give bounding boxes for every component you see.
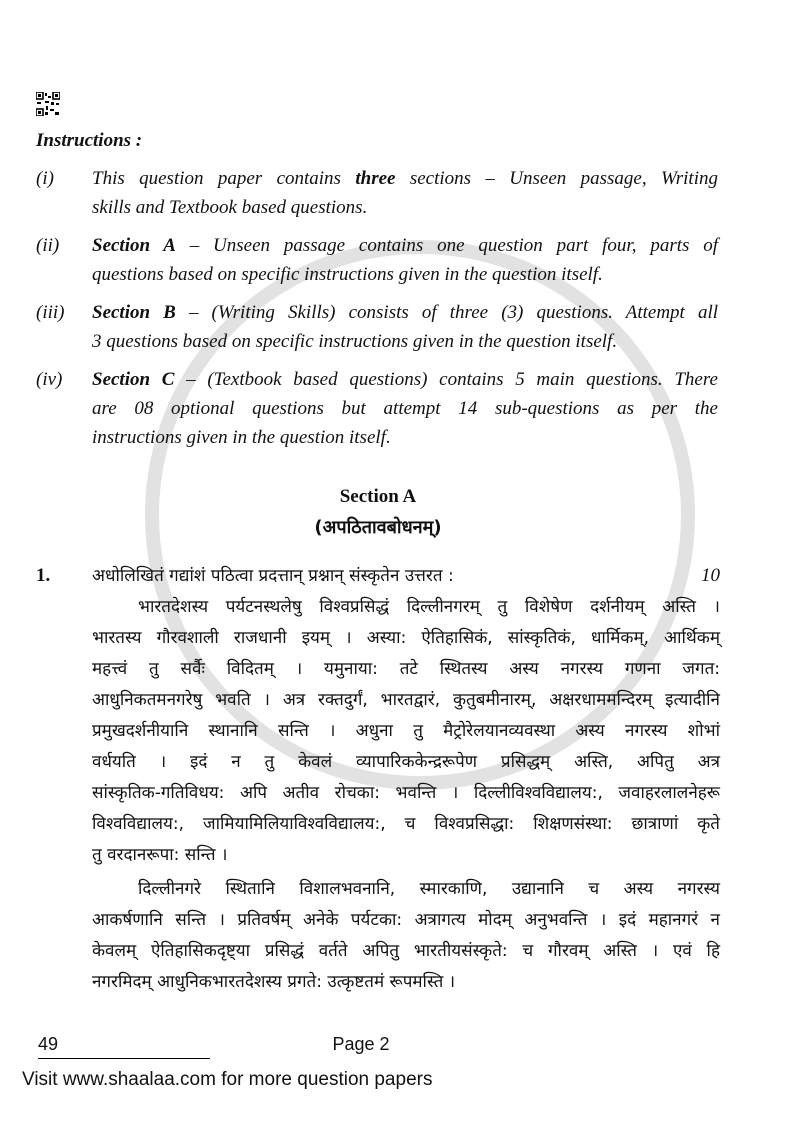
- instruction-number: (ii): [36, 235, 60, 256]
- footer: [36, 1032, 720, 1059]
- passage-paragraph-2-line: आकर्षणानि सन्ति । प्रतिवर्षम् अनेके पर्यटका: अत्रागत्य मोदम् अनुभवन्ति । इदं महानगरं न: [92, 910, 720, 930]
- passage-paragraph-2-line: नगरमिदम् आधुनिकभारतदेशस्य प्रगते: उत्कृष्टतमं रूपमस्ति ।: [92, 972, 456, 992]
- passage-paragraph-1-line: तु वरदानरूपा: सन्ति ।: [92, 845, 228, 865]
- visit-link[interactable]: Visit www.shaalaa.com for more question papers: [22, 1069, 433, 1090]
- instruction-text: [92, 231, 718, 289]
- question-header: [36, 561, 720, 592]
- passage-paragraph-1-line: आधुनिकतमनगरेषु भवति । अत्र रक्तदुर्गं, भारतद्वारं, कुतुबमीनारम्, अक्षरधाममन्दिरम् इत्यादीनि: [92, 690, 720, 710]
- instruction-item: [36, 231, 720, 289]
- passage-paragraph-2: [92, 874, 720, 998]
- instruction-line: questions based on specific instructions given in the question itself.: [92, 264, 603, 285]
- instruction-text: [92, 164, 718, 222]
- page-number: Page 2: [332, 1034, 390, 1054]
- instructions-list: [36, 164, 720, 452]
- qr-code-icon: [36, 92, 60, 116]
- instruction-line: This question paper contains three sections – Unseen passage, Writing: [92, 168, 718, 189]
- instruction-number: (i): [36, 168, 54, 189]
- passage-paragraph-1-line: प्रमुखदर्शनीयानि स्थानानि सन्ति । अधुना तु मैट्रोरेलयानव्यवस्था अस्य नगरस्य शोभां: [92, 721, 720, 741]
- instruction-number: (iv): [36, 369, 63, 390]
- instruction-line: 3 questions based on specific instructions given in the question itself.: [92, 331, 618, 352]
- question-prompt: अधोलिखितं गद्यांशं पठित्वा प्रदत्तान् प्रश्नान् संस्कृतेन उत्तरत :: [92, 566, 454, 586]
- passage-paragraph-2-line: केवलम् ऐतिहासिकदृष्ट्या प्रसिद्धं वर्तते अपितु भारतीयसंस्कृते: च गौरवम् अस्ति । एवं हि: [92, 941, 720, 961]
- question-number: 1.: [36, 565, 51, 586]
- instructions-heading: Instructions :: [36, 130, 143, 151]
- instruction-text: [92, 365, 718, 452]
- passage-paragraph-1-line: सांस्कृतिक-गतिविधय: अपि अतीव रोचका: भवन्ति । दिल्लीविश्वविद्यालय:, जवाहरलालनेहरू: [92, 783, 720, 803]
- instruction-line: skills and Textbook based questions.: [92, 197, 368, 218]
- instruction-line: Section A – Unseen passage contains one question part four, parts of: [92, 235, 718, 256]
- instruction-text: [92, 298, 718, 356]
- instruction-item: [36, 298, 720, 356]
- instruction-item: [36, 164, 720, 222]
- passage-paragraph-1-line: विश्वविद्यालय:, जामियामिलियाविश्वविद्यालय:, च विश्वप्रसिद्धा: शिक्षणसंस्था: छात्राणां कृते: [92, 814, 720, 834]
- paper-code: 49: [38, 1032, 210, 1059]
- instruction-line: Section B – (Writing Skills) consists of three (3) questions. Attempt all: [92, 302, 719, 323]
- passage-paragraph-1-line: महत्त्वं तु सर्वैः विदितम् । यमुनाया: तटे स्थितस्य अस्य नगरस्य गणना जगत:: [92, 659, 720, 679]
- passage-paragraph-1-line: भारतदेशस्य पर्यटनस्थलेषु विश्वप्रसिद्धं दिल्लीनगरम् तु विशेषेण दर्शनीयम् अस्ति ।: [138, 597, 720, 617]
- section-title: Section A: [339, 486, 417, 507]
- passage-paragraph-1-line: वर्धयति । इदं न तु केवलं व्यापारिककेन्द्ररूपेण प्रसिद्धम् अस्ति, अपितु अत्र: [92, 752, 720, 772]
- instruction-item: [36, 365, 720, 452]
- instruction-line: are 08 optional questions but attempt 14 sub-questions as per the: [92, 398, 718, 419]
- passage-paragraph-1: [92, 592, 720, 871]
- section-subtitle: (अपठितावबोधनम्): [314, 517, 442, 538]
- question-marks: 10: [701, 565, 720, 586]
- instruction-number: (iii): [36, 302, 65, 323]
- instruction-line: instructions given in the question itself.: [92, 427, 391, 448]
- passage-paragraph-1-line: भारतस्य गौरवशाली राजधानी इयम् । अस्या: ऐतिहासिकं, सांस्कृतिकं, धार्मिकम्, आर्थिकम्: [92, 628, 720, 648]
- passage-paragraph-2-line: दिल्लीनगरे स्थितानि विशालभवनानि, स्मारकाणि, उद्यानानि च अस्य नगरस्य: [138, 879, 720, 899]
- instruction-line: Section C – (Textbook based questions) contains 5 main questions. There: [92, 369, 718, 390]
- passage: [92, 592, 720, 998]
